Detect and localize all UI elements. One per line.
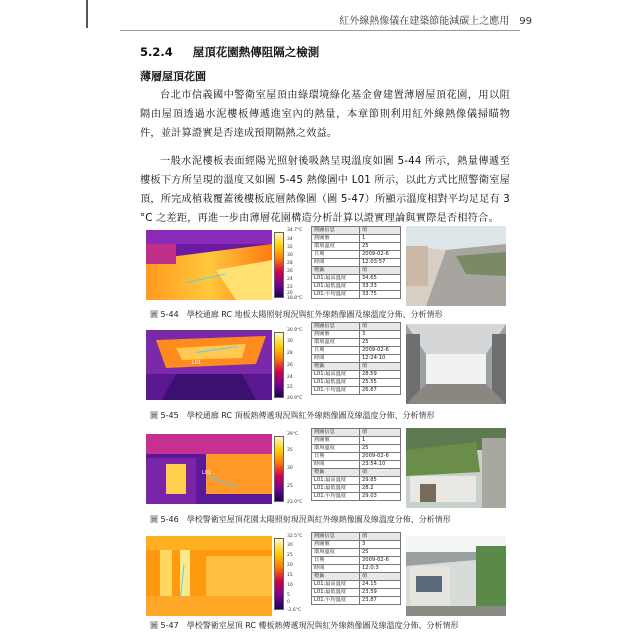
site-photo <box>406 536 506 616</box>
paragraph-1: 台北市信義國中警衛室屋頂由綠環境綠化基金會建置薄層屋頂花園，用以阻隔由屋頂透過水泥樓板傳遞進室內的熱量，本章節則利用紅外線熱像儀掃瞄物件，並計算證實是否達成預期隔熱之效益。 <box>140 90 510 139</box>
info-table: 熱圖信息 值 熱圖號 1 環境溫度 25 日期 2009-02-6 時間 23:54:10 標籤 值 L01:最高溫度 29.85 L01:最低溫度 28.2 L01:平均溫度 29.03 <box>311 428 401 501</box>
figure-5-46 <box>146 428 506 510</box>
caption-5-44: 圖 5-44 學校通廊 RC 地板太陽照射現況與紅外線熱像圖及線溫度分佈、分析情形 <box>150 310 443 319</box>
sub-heading: 薄層屋頂花園 <box>140 70 206 83</box>
figure-5-47 <box>146 532 506 618</box>
thermal-image <box>146 536 272 616</box>
temperature-scale <box>274 232 284 298</box>
l01-label: L01 <box>202 470 212 476</box>
info-table: 熱圖信息 值 熱圖號 3 環境溫度 25 日期 2009-02-6 時間 12:24:10 標籤 值 L01:最高溫度 28.59 L01:最低溫度 25.55 L01:平均溫度 26.87 <box>311 322 401 395</box>
info-table: 熱圖信息 值 熱圖號 3 環境溫度 25 日期 2009-02-6 時間 12:0:3 標籤 值 L01:最高溫度 24.15 L01:最低溫度 23.59 L01:平均溫度 23.87 <box>311 532 401 605</box>
caption-5-46: 圖 5-46 學校警衛室屋頂花園太陽照射現況與紅外線熱像圖及線溫度分佈、分析情形 <box>150 515 451 524</box>
site-photo <box>406 324 506 404</box>
section-title: 屋頂花園熱傳阻隔之檢測 <box>192 45 320 59</box>
thermal-image <box>146 230 272 300</box>
temperature-scale <box>274 332 284 398</box>
thermal-image <box>146 434 272 504</box>
temperature-scale <box>274 538 284 610</box>
running-header <box>339 12 532 27</box>
caption-5-45: 圖 5-45 學校通廊 RC 頂板熱傳遞現況與紅外線熱像圖及線溫度分佈、分析情形 <box>150 411 435 420</box>
l01-label: L01 <box>192 360 202 366</box>
caption-5-47: 圖 5-47 學校警衛室屋頂 RC 樓板熱傳遞現況與紅外線熱像圖及線溫度分佈、分析情形 <box>150 621 459 630</box>
page-number: 99 <box>519 16 532 27</box>
site-photo <box>406 428 506 508</box>
scale-labels: 34.7°C 34 32 30 28 26 24 22 20 18.8°C <box>287 228 303 301</box>
scale-labels: 30.9°C 30 28 26 24 22 20.9°C <box>287 328 303 401</box>
header-title: 紅外線熱像儀在建築節能減碳上之應用 <box>339 16 510 27</box>
figure-5-44 <box>146 226 506 308</box>
scale-labels: 32.5°C 30 25 20 15 10 5 0 -2.6°C <box>287 534 303 613</box>
site-photo <box>406 226 506 306</box>
info-table: 熱圖信息 值 熱圖號 1 環境溫度 25 日期 2009-02-6 時間 12:03:57 標籤 值 L01:最高溫度 34.65 L01:最低溫度 33.33 L01:平均溫度 33.75 <box>311 226 401 299</box>
thermal-image <box>146 330 272 400</box>
page-edge-line <box>86 0 88 28</box>
section-number: 5.2.4 <box>140 45 173 59</box>
scale-labels: 39°C 35 30 25 23.0°C <box>287 432 303 505</box>
header-rule <box>120 30 520 31</box>
temperature-scale <box>274 436 284 502</box>
paragraph-2: 一般水泥樓板表面經陽光照射後吸熱呈現溫度如圖 5-44 所示，熱量傳遞至樓板下方所呈現的溫度又如圖 5-45 熱像圖中 L01 所示，以此方式比照警衛室屋頂，所完成植栽覆蓋後樓板底層熱像圖（圖 5-47）所顯示溫度相對平均足足有 3 °C 之差距，再進一步由薄層花園構造分析計算以證實理論與實際是否相符合。 <box>140 156 510 224</box>
figure-5-45 <box>146 322 506 406</box>
section-heading <box>140 44 319 60</box>
